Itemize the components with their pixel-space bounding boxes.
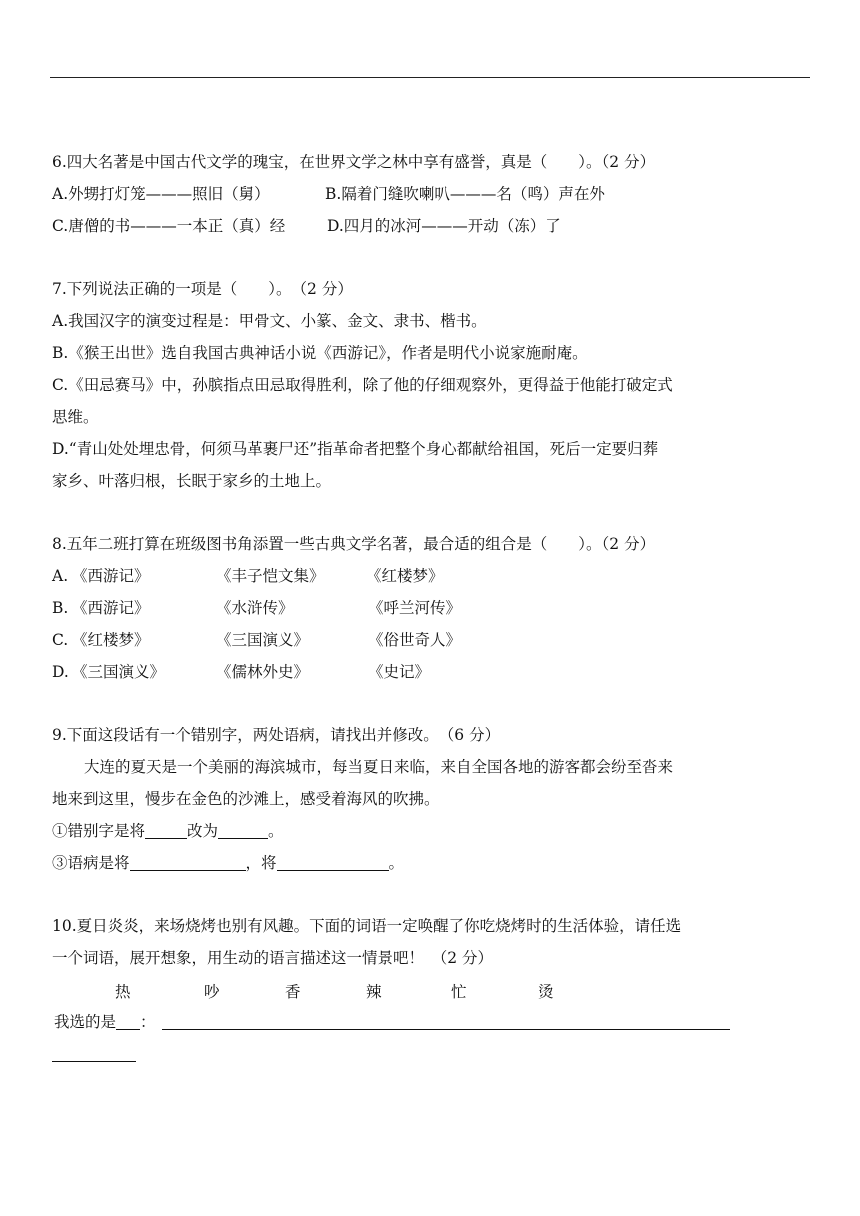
q8-option-book: 《丰子恺文集》	[216, 567, 325, 585]
answer-writing-line-1[interactable]	[162, 1029, 730, 1030]
q9-paragraph-line1: 大连的夏天是一个美丽的海滨城市，每当夏日来临，来自全国各地的游客都会纷至沓来	[84, 758, 674, 776]
q10-word: 吵	[204, 983, 220, 1001]
q6-option-a: A.外甥打灯笼———照旧（舅）	[52, 185, 270, 203]
q10-chosen-label: 我选的是	[54, 1013, 117, 1031]
q8-option-book: 《红楼梦》	[72, 631, 150, 649]
q6-stem: 6.四大名著是中国古代文学的瑰宝，在世界文学之林中享有盛誉，真是（ ）。（2 分）	[52, 153, 656, 171]
q8-stem: 8.五年二班打算在班级图书角添置一些古典文学名著，最合适的组合是（ ）。（2 分）	[52, 535, 656, 553]
q9-grammar-middle: ，将	[245, 854, 277, 872]
q8-option-book: 《三国演义》	[72, 663, 166, 681]
q9-grammar-answer-row	[52, 852, 404, 874]
typo-original-blank[interactable]	[145, 822, 187, 839]
q8-option-book: 《水浒传》	[216, 599, 294, 617]
chosen-word-blank[interactable]	[116, 1013, 140, 1030]
typo-correction-blank[interactable]	[218, 822, 268, 839]
q10-chosen-colon: ：	[140, 1013, 156, 1031]
q9-typo-prefix: ①错别字是将	[52, 822, 146, 840]
q10-chosen-row	[54, 1011, 156, 1033]
q7-option-c-line1: C.《田忌赛马》中，孙膑指点田忌取得胜利，除了他的仔细观察外，更得益于他能打破定式	[52, 376, 673, 394]
q10-word: 辣	[366, 983, 382, 1001]
q6-option-b: B.隔着门缝吹喇叭———名（鸣）声在外	[325, 185, 605, 203]
q10-stem-line1: 10.夏日炎炎，来场烧烤也别有风趣。下面的词语一定唤醒了你吃烧烤时的生活体验，请任选	[52, 917, 682, 935]
q8-option-book: 《红楼梦》	[366, 567, 444, 585]
q6-option-d: D.四月的冰河———开动（冻）了	[327, 217, 561, 235]
answer-writing-line-2[interactable]	[52, 1061, 136, 1062]
q8-option-book: 《儒林外史》	[216, 663, 310, 681]
q9-typo-answer-row	[52, 820, 284, 842]
q8-option-book: 《呼兰河传》	[368, 599, 462, 617]
q7-stem: 7.下列说法正确的一项是（ ）。 （2 分）	[52, 280, 353, 298]
q9-paragraph-line2: 地来到这里，慢步在金色的沙滩上，感受着海风的吹拂。	[52, 790, 440, 808]
q9-typo-suffix: 。	[268, 822, 284, 840]
q10-word: 香	[285, 983, 301, 1001]
q8-option-label: B.	[52, 599, 69, 617]
q8-option-book: 《西游记》	[72, 567, 150, 585]
q7-option-c-line2: 思维。	[52, 408, 99, 426]
q9-grammar-prefix: ③语病是将	[52, 854, 130, 872]
q7-option-b: B.《猴王出世》选自我国古典神话小说《西游记》，作者是明代小说家施耐庵。	[52, 344, 588, 362]
q9-typo-middle: 改为	[187, 822, 219, 840]
q7-option-a: A.我国汉字的演变过程是：甲骨文、小篆、金文、隶书、楷书。	[52, 312, 487, 330]
q10-word: 忙	[451, 983, 467, 1001]
q8-option-book: 《西游记》	[72, 599, 150, 617]
q10-stem-line2: 一个词语，展开想象，用生动的语言描述这一情景吧！ （2 分）	[52, 949, 494, 967]
q8-option-label: C.	[52, 631, 69, 649]
q10-word: 热	[115, 983, 131, 1001]
grammar-error-blank-2[interactable]	[277, 854, 389, 871]
q8-option-book: 《俗世奇人》	[368, 631, 462, 649]
header-rule	[50, 77, 810, 78]
q8-option-book: 《三国演义》	[216, 631, 310, 649]
q8-option-label: D.	[52, 663, 69, 681]
q8-option-label: A.	[52, 567, 69, 585]
q7-option-d-line1: D.“青山处处埋忠骨，何须马革裹尸还”指革命者把整个身心都献给祖国，死后一定要归葬	[52, 440, 659, 458]
q9-grammar-suffix: 。	[388, 854, 405, 872]
q8-option-book: 《史记》	[368, 663, 431, 681]
q10-word: 烫	[538, 983, 554, 1001]
grammar-error-blank-1[interactable]	[130, 854, 246, 871]
q6-option-c: C.唐僧的书———一本正（真）经	[52, 217, 286, 235]
q9-stem: 9.下面这段话有一个错别字，两处语病，请找出并修改。 （6 分）	[52, 726, 501, 744]
q7-option-d-line2: 家乡、叶落归根，长眠于家乡的土地上。	[52, 472, 332, 490]
